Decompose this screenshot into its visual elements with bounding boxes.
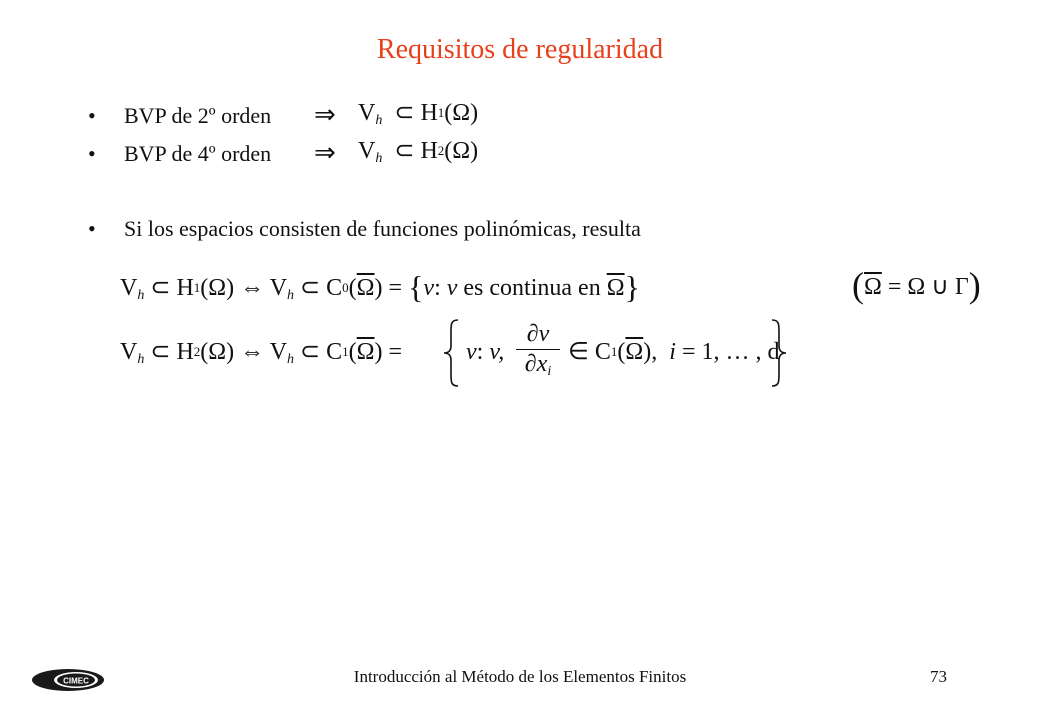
bullet-text: BVP de 2º orden — [124, 103, 272, 128]
closure-note: ($\overline{\Omega} = \Omega$ ∪ Γ) — [852, 265, 981, 305]
eq2-set-end: ∈ $C^1(\overline{\Omega})$, i = 1, … , d — [568, 339, 780, 365]
footer-caption: Introducción al Método de los Elementos Finitos — [353, 667, 687, 686]
inclusion-formula: $V_h$ ⊂ $H^2(\Omega)$ — [358, 138, 479, 166]
eq2-set-start: v: v, — [466, 339, 505, 365]
bullet-text: BVP de 4º orden — [124, 141, 272, 166]
bullet-fourth-order — [88, 138, 528, 173]
partial-fraction: ∂v $\partial x_i$ — [516, 322, 560, 376]
equation-continuity: $V_h$ ⊂ $H^1(\Omega)$ ⇔ $V_h$ ⊂ $C^0(\overline{\Omega}) = \{v$: v es continua en $\overline{\Omega}$} — [120, 269, 640, 305]
equation-c1-continuity — [120, 318, 800, 388]
slide-title: Requisitos de regularidad — [376, 34, 664, 65]
inclusion-formula: $V_h$ ⊂ $H^1(\Omega)$ — [358, 100, 479, 128]
implies-arrow: ⇒ — [314, 138, 336, 167]
svg-text:CIMEC: CIMEC — [63, 676, 89, 686]
page-number: 73 — [930, 667, 947, 686]
implies-arrow: ⇒ — [314, 100, 336, 129]
bullet-dot: • — [88, 103, 96, 128]
set-right-brace — [768, 318, 788, 388]
eq2-lhs: $V_h$ ⊂ $H^2(\Omega)$ ⇔ $V_h$ ⊂ $C^1(\overline{\Omega})$ = — [120, 339, 403, 367]
bullet-text: Si los espacios consisten de funciones polinómicas, resulta — [124, 216, 641, 241]
bullet-dot: • — [88, 216, 96, 241]
bullet-second-order — [88, 100, 528, 135]
bullet-polynomial-spaces — [88, 218, 808, 248]
bullet-dot: • — [88, 141, 96, 166]
set-left-brace — [442, 318, 462, 388]
